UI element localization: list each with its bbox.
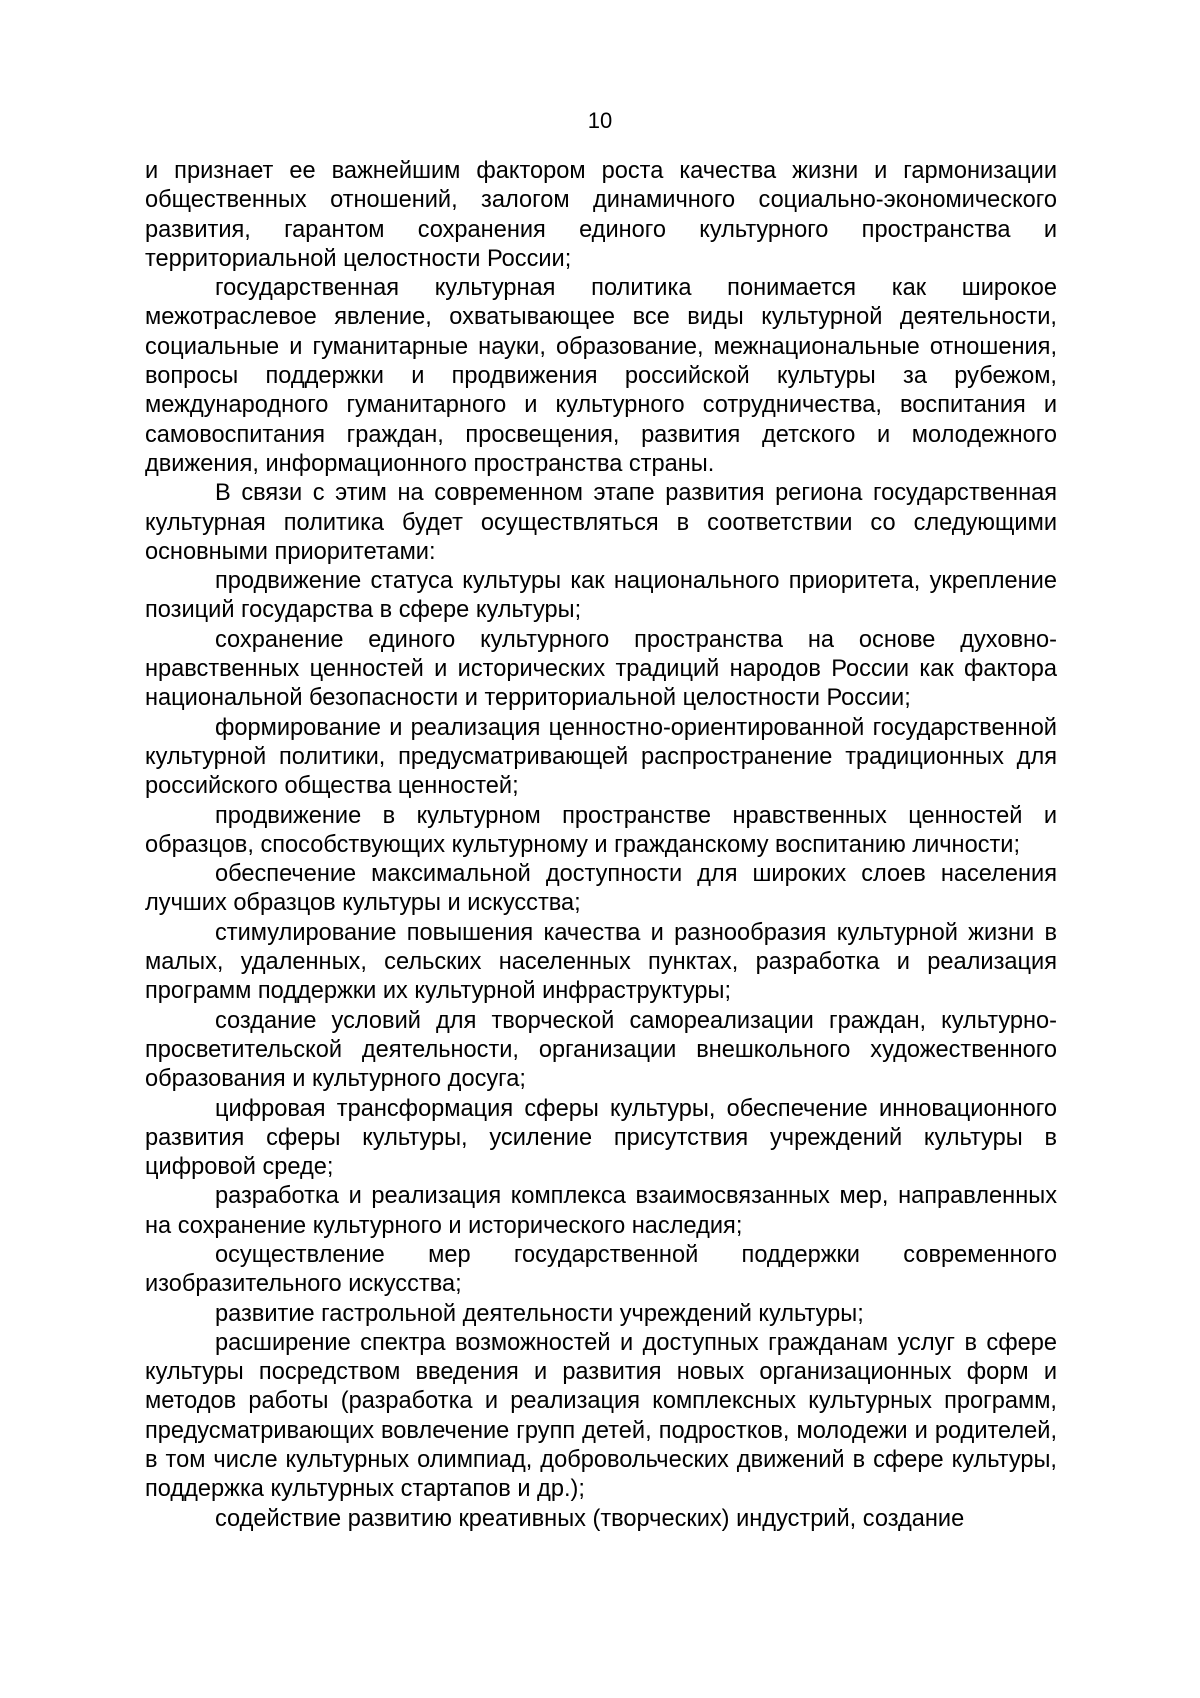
page-number: 10: [587, 108, 613, 133]
priority-item: развитие гастрольной деятельности учреждений культуры;: [215, 1300, 864, 1327]
priority-item: обеспечение максимальной доступности для широких слоев населения лучших образцов культуры и искусства;: [145, 861, 1057, 917]
priority-item: сохранение единого культурного пространства на основе духовно-нравственных ценностей и исторических традиций народов России как фактора национальной безопасности и территориальной целостности России;: [145, 626, 1057, 712]
priority-item: формирование и реализация ценностно-ориентированной государственной культурной политики, предусматривающей распространение традиционных для российского общества ценностей;: [145, 714, 1057, 800]
priority-item: расширение спектра возможностей и доступных гражданам услуг в сфере культуры посредством введения и развития новых организационных форм и методов работы (разработка и реализация комплексных культурных программ, предусматривающих вовлечение групп детей, подростков, молодежи и родителей, в том числе культурных олимпиад, добровольческих движений в сфере культуры, поддержка культурных стартапов и др.);: [145, 1329, 1057, 1503]
priority-item: содействие развитию креативных (творческих) индустрий, создание: [215, 1505, 965, 1532]
priority-item: цифровая трансформация сферы культуры, обеспечение инновационного развития сферы культуры, усиление присутствия учреждений культуры в цифровой среде;: [145, 1095, 1057, 1181]
priority-item: осуществление мер государственной поддержки современного изобразительного искусства;: [145, 1241, 1057, 1298]
priority-item: стимулирование повышения качества и разнообразия культурной жизни в малых, удаленных, сельских населенных пунктах, разработка и реализация программ поддержки их культурной инфраструктуры;: [145, 919, 1057, 1005]
paragraph: и признает ее важнейшим фактором роста качества жизни и гармонизации общественных отношений, залогом динамичного социально-экономического развития, гарантом сохранения единого культурного пространства и территориальной целостности России;: [145, 158, 1057, 272]
priority-item: продвижение в культурном пространстве нравственных ценностей и образцов, способствующих культурному и гражданскому воспитанию личности;: [145, 802, 1057, 858]
paragraph: В связи с этим на современном этапе развития региона государственная культурная политика будет осуществляться в соответствии со следующими основными приоритетами:: [145, 480, 1057, 565]
paragraph: государственная культурная политика понимается как широкое межотраслевое явление, охватывающее все виды культурной деятельности, социальные и гуманитарные науки, образование, межнациональные отношения, вопросы поддержки и продвижения российской культуры за рубежом, международного гуманитарного и культурного сотрудничества, воспитания и самовоспитания граждан, просвещения, развития детского и молодежного движения, информационного пространства страны.: [145, 275, 1057, 477]
document-body: [145, 157, 1057, 1534]
priority-item: разработка и реализация комплекса взаимосвязанных мер, направленных на сохранение культурного и исторического наследия;: [145, 1183, 1057, 1239]
priority-item: создание условий для творческой самореализации граждан, культурно-просветительской деятельности, организации внешкольного художественного образования и культурного досуга;: [145, 1007, 1057, 1093]
priority-item: продвижение статуса культуры как национального приоритета, укрепление позиций государства в сфере культуры;: [145, 568, 1057, 624]
